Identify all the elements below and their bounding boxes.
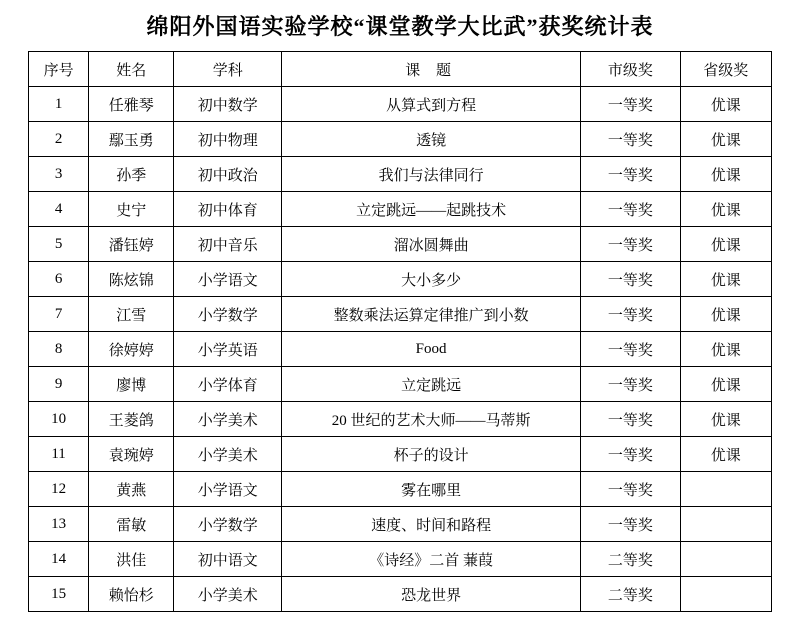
cell-province-award [680, 507, 771, 542]
column-header-index: 序号 [29, 52, 89, 87]
cell-name: 鄢玉勇 [89, 122, 174, 157]
cell-province-award: 优课 [680, 87, 771, 122]
page-title: 绵阳外国语实验学校“课堂教学大比武”获奖统计表 [146, 14, 654, 39]
cell-province-award: 优课 [680, 402, 771, 437]
cell-index: 1 [29, 87, 89, 122]
cell-subject: 小学体育 [174, 367, 282, 402]
cell-name: 袁琬婷 [89, 437, 174, 472]
cell-name: 雷敏 [89, 507, 174, 542]
cell-topic: 速度、时间和路程 [282, 507, 581, 542]
cell-name: 任雅琴 [89, 87, 174, 122]
cell-subject: 初中音乐 [174, 227, 282, 262]
cell-name: 赖怡杉 [89, 577, 174, 612]
table-row [29, 577, 772, 612]
cell-subject: 小学美术 [174, 402, 282, 437]
cell-city-award: 一等奖 [581, 87, 681, 122]
cell-subject: 初中政治 [174, 157, 282, 192]
cell-city-award: 一等奖 [581, 297, 681, 332]
cell-name: 王菱鸽 [89, 402, 174, 437]
cell-name: 黄燕 [89, 472, 174, 507]
cell-subject: 小学语文 [174, 472, 282, 507]
table-container [0, 51, 800, 612]
cell-topic: 雾在哪里 [282, 472, 581, 507]
cell-topic: 整数乘法运算定律推广到小数 [282, 297, 581, 332]
table-header-row [29, 52, 772, 87]
cell-index: 3 [29, 157, 89, 192]
cell-index: 8 [29, 332, 89, 367]
cell-city-award: 一等奖 [581, 227, 681, 262]
table-row [29, 507, 772, 542]
cell-city-award: 一等奖 [581, 122, 681, 157]
cell-city-award: 二等奖 [581, 577, 681, 612]
cell-topic: 恐龙世界 [282, 577, 581, 612]
cell-subject: 初中体育 [174, 192, 282, 227]
cell-topic: 立定跳远——起跳技术 [282, 192, 581, 227]
cell-province-award: 优课 [680, 297, 771, 332]
cell-subject: 小学美术 [174, 577, 282, 612]
cell-subject: 小学语文 [174, 262, 282, 297]
cell-city-award: 一等奖 [581, 472, 681, 507]
cell-subject: 初中语文 [174, 542, 282, 577]
cell-province-award: 优课 [680, 227, 771, 262]
table-row [29, 87, 772, 122]
cell-index: 5 [29, 227, 89, 262]
cell-topic: 透镜 [282, 122, 581, 157]
cell-index: 4 [29, 192, 89, 227]
column-header-province-award: 省级奖 [680, 52, 771, 87]
cell-subject: 小学英语 [174, 332, 282, 367]
cell-subject: 初中物理 [174, 122, 282, 157]
cell-subject: 初中数学 [174, 87, 282, 122]
cell-subject: 小学数学 [174, 507, 282, 542]
table-header [29, 52, 772, 87]
cell-province-award [680, 542, 771, 577]
cell-index: 9 [29, 367, 89, 402]
cell-province-award: 优课 [680, 437, 771, 472]
column-header-city-award: 市级奖 [581, 52, 681, 87]
cell-index: 12 [29, 472, 89, 507]
cell-city-award: 二等奖 [581, 542, 681, 577]
cell-subject: 小学美术 [174, 437, 282, 472]
cell-name: 陈炫锦 [89, 262, 174, 297]
cell-province-award [680, 577, 771, 612]
cell-province-award: 优课 [680, 262, 771, 297]
table-row [29, 437, 772, 472]
cell-name: 洪佳 [89, 542, 174, 577]
cell-index: 2 [29, 122, 89, 157]
cell-index: 11 [29, 437, 89, 472]
table-row [29, 227, 772, 262]
column-header-name: 姓名 [89, 52, 174, 87]
cell-name: 孙季 [89, 157, 174, 192]
cell-province-award: 优课 [680, 122, 771, 157]
cell-name: 江雪 [89, 297, 174, 332]
column-header-subject: 学科 [174, 52, 282, 87]
cell-index: 10 [29, 402, 89, 437]
cell-city-award: 一等奖 [581, 157, 681, 192]
cell-name: 潘钰婷 [89, 227, 174, 262]
cell-topic: Food [282, 332, 581, 367]
cell-city-award: 一等奖 [581, 192, 681, 227]
cell-province-award: 优课 [680, 157, 771, 192]
cell-name: 廖博 [89, 367, 174, 402]
cell-topic: 《诗经》二首 蒹葭 [282, 542, 581, 577]
cell-subject: 小学数学 [174, 297, 282, 332]
table-row [29, 192, 772, 227]
cell-index: 6 [29, 262, 89, 297]
cell-index: 13 [29, 507, 89, 542]
table-body [29, 87, 772, 612]
table-row [29, 332, 772, 367]
table-row [29, 367, 772, 402]
cell-topic: 我们与法律同行 [282, 157, 581, 192]
table-row [29, 157, 772, 192]
cell-province-award: 优课 [680, 332, 771, 367]
cell-city-award: 一等奖 [581, 332, 681, 367]
cell-topic: 从算式到方程 [282, 87, 581, 122]
cell-province-award: 优课 [680, 192, 771, 227]
cell-index: 15 [29, 577, 89, 612]
cell-index: 14 [29, 542, 89, 577]
cell-name: 史宁 [89, 192, 174, 227]
table-row [29, 542, 772, 577]
cell-province-award [680, 472, 771, 507]
column-header-topic: 课 题 [282, 52, 581, 87]
cell-topic: 20 世纪的艺术大师——马蒂斯 [282, 402, 581, 437]
table-row [29, 472, 772, 507]
table-row [29, 402, 772, 437]
cell-city-award: 一等奖 [581, 507, 681, 542]
cell-province-award: 优课 [680, 367, 771, 402]
cell-city-award: 一等奖 [581, 367, 681, 402]
cell-city-award: 一等奖 [581, 262, 681, 297]
cell-name: 徐婷婷 [89, 332, 174, 367]
table-row [29, 262, 772, 297]
cell-index: 7 [29, 297, 89, 332]
cell-topic: 立定跳远 [282, 367, 581, 402]
table-row [29, 122, 772, 157]
cell-city-award: 一等奖 [581, 437, 681, 472]
award-statistics-table [28, 51, 772, 612]
cell-topic: 杯子的设计 [282, 437, 581, 472]
cell-topic: 大小多少 [282, 262, 581, 297]
cell-city-award: 一等奖 [581, 402, 681, 437]
cell-topic: 溜冰圆舞曲 [282, 227, 581, 262]
table-row [29, 297, 772, 332]
